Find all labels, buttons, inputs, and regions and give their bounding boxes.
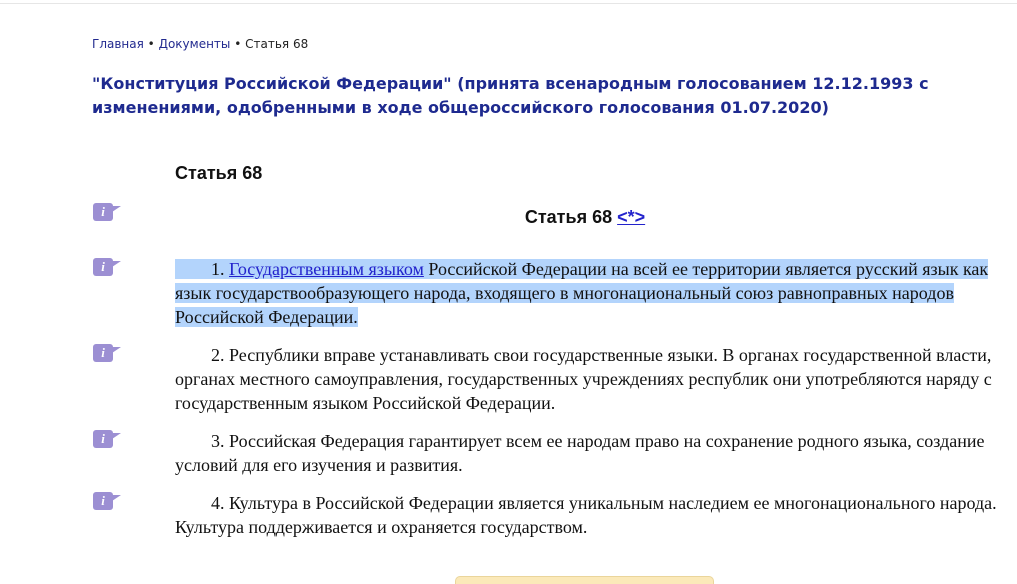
article-heading: [175, 206, 995, 228]
article-paragraph-3: [175, 429, 997, 477]
bottom-panel[interactable]: [455, 576, 714, 584]
breadcrumb-documents-link[interactable]: Документы: [158, 37, 231, 51]
top-divider: [0, 3, 1017, 4]
info-icon-glyph: i: [93, 258, 113, 276]
document-title[interactable]: "Конституция Российской Федерации" (принята всенародным голосованием 12.12.1993 с изменениями, одобренными в ходе общероссийского голосования 01.07.2020): [92, 74, 929, 117]
info-icon-glyph: i: [93, 492, 113, 510]
article-paragraph-4: [175, 491, 997, 539]
info-icon-glyph: i: [93, 430, 113, 448]
article-paragraph-2: [175, 343, 997, 415]
state-language-link[interactable]: Государственным языком: [229, 259, 424, 279]
paragraph-text: 3. Российская Федерация гарантирует всем ее народам право на сохранение родного языка, создание условий для его изучения и развития.: [175, 431, 985, 475]
info-icon-flag: [112, 206, 121, 212]
article-heading-text: Статья 68: [524, 207, 613, 227]
footnote-link[interactable]: <*>: [617, 207, 646, 227]
paragraph-text: Российской Федерации на всей ее территории является русский язык как язык государствообразующего народа, входящего в многонациональный союз равноправных народов Российской Федерации.: [175, 259, 989, 327]
info-icon[interactable]: [93, 430, 122, 448]
info-icon-flag: [112, 433, 121, 439]
info-icon[interactable]: [93, 492, 122, 510]
section-heading: Статья 68: [175, 163, 263, 183]
paragraph-text: 4. Культура в Российской Федерации является уникальным наследием ее многонационального народа. Культура поддерживается и охраняется государством.: [175, 493, 997, 537]
breadcrumb: [92, 36, 308, 52]
article-paragraph-1: [175, 257, 997, 329]
paragraph-number: 1.: [211, 259, 229, 279]
info-icon[interactable]: [93, 203, 122, 221]
info-icon[interactable]: [93, 344, 122, 362]
breadcrumb-separator: •: [147, 37, 155, 51]
info-icon[interactable]: [93, 258, 122, 276]
breadcrumb-home-link[interactable]: Главная: [92, 37, 144, 51]
info-icon-flag: [112, 495, 121, 501]
breadcrumb-current: Статья 68: [245, 37, 309, 51]
info-icon-flag: [112, 261, 121, 267]
breadcrumb-separator: •: [234, 37, 242, 51]
paragraph-text: 2. Республики вправе устанавливать свои государственные языки. В органах государственной власти, органах местного самоуправления, государственных учреждениях республик они употребляются наряду с государственным языком Российской Федерации.: [175, 345, 992, 413]
info-icon-glyph: i: [93, 203, 113, 221]
selected-text: [175, 259, 988, 327]
info-icon-flag: [112, 347, 121, 353]
info-icon-glyph: i: [93, 344, 113, 362]
